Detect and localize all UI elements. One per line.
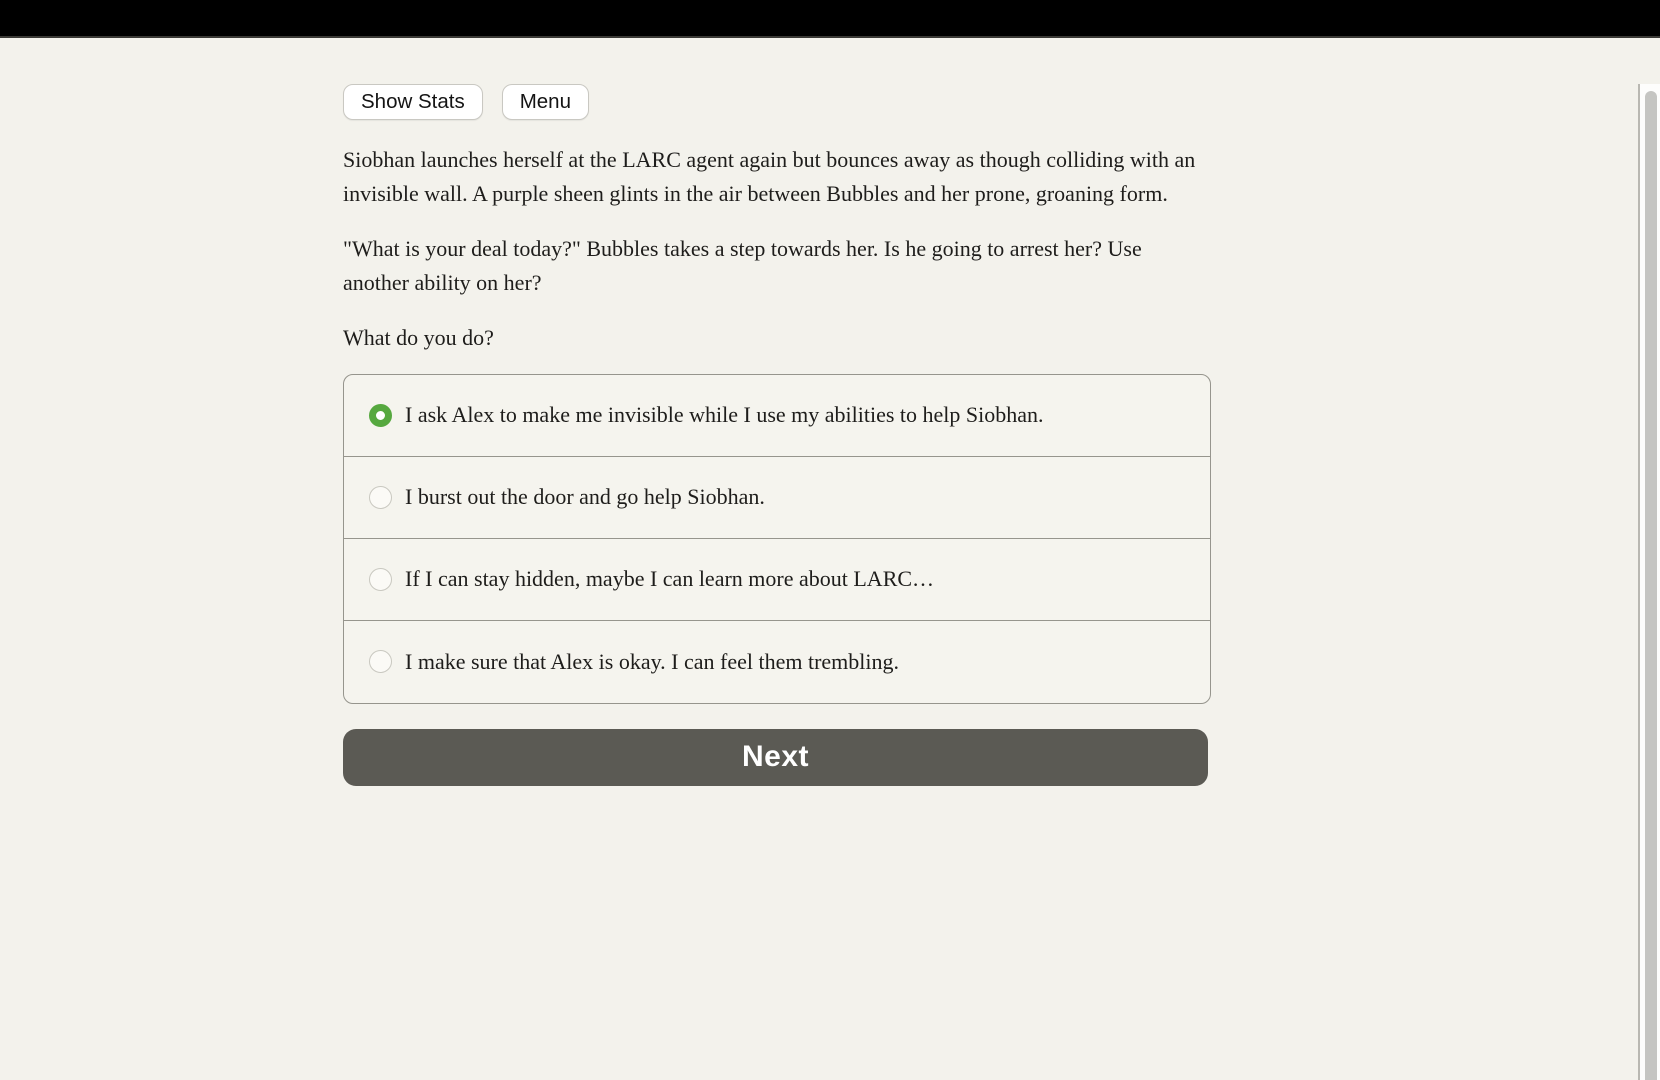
choice-option-4[interactable]: [344, 621, 1210, 703]
scrollbar[interactable]: [1638, 84, 1660, 1080]
story-paragraph: Siobhan launches herself at the LARC agent again but bounces away as though colliding with an invisible wall. A purple sheen glints in the air between Bubbles and her prone, groaning form.: [343, 147, 1196, 206]
choice-option-label: I burst out the door and go help Siobhan.: [405, 484, 765, 509]
choice-option-1[interactable]: [344, 375, 1210, 457]
story-paragraph: "What is your deal today?" Bubbles takes a step towards her. Is he going to arrest her? Use another ability on her?: [343, 236, 1142, 295]
game-viewport: [0, 84, 1660, 1080]
scrollbar-thumb[interactable]: [1645, 91, 1657, 1080]
choice-option-label: I make sure that Alex is okay. I can feel them trembling.: [405, 648, 900, 674]
next-button[interactable]: Next: [343, 729, 1208, 786]
radio-unselected-icon[interactable]: [369, 486, 392, 509]
choice-option-2[interactable]: [344, 457, 1210, 539]
choice-list: [343, 374, 1211, 704]
top-black-bar: [0, 0, 1660, 38]
choice-prompt: What do you do?: [343, 325, 494, 350]
radio-selected-icon[interactable]: [369, 404, 392, 427]
choice-option-label: If I can stay hidden, maybe I can learn more about LARC…: [405, 566, 935, 591]
story-text: [343, 143, 1211, 355]
radio-unselected-icon[interactable]: [369, 568, 392, 591]
game-toolbar: [343, 84, 1211, 120]
menu-button[interactable]: Menu: [502, 84, 589, 120]
choice-option-3[interactable]: [344, 539, 1210, 621]
choice-option-label: I ask Alex to make me invisible while I use my abilities to help Siobhan.: [405, 402, 1044, 427]
radio-unselected-icon[interactable]: [369, 650, 392, 673]
show-stats-button[interactable]: Show Stats: [343, 84, 483, 120]
story-content-column: [343, 84, 1211, 786]
